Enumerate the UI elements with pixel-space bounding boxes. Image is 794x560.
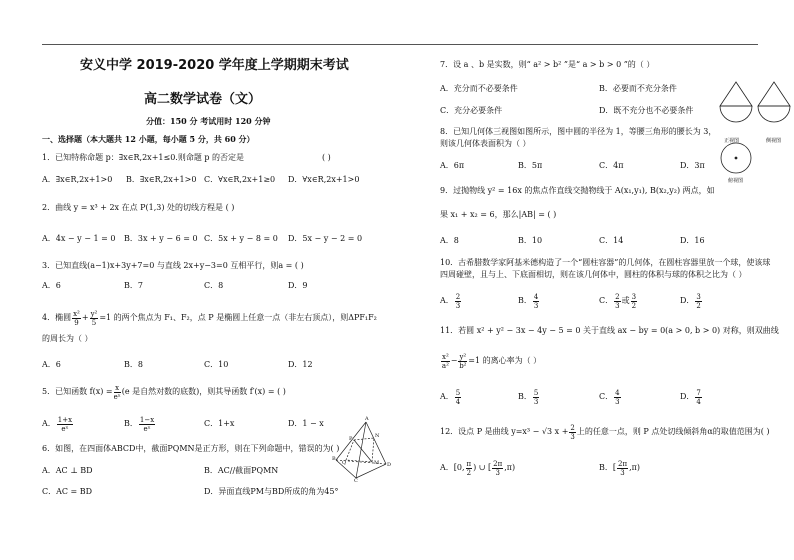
q4-option-c: C．10 (204, 360, 229, 369)
q5-option-c: C．1+x (204, 419, 235, 428)
q10-line1: 10．古希腊数学家阿基米德构造了一个“圆柱容器”的几何体，在圆柱容器里放一个球，使该球 (440, 258, 771, 267)
q1-stem: 1．已知特称命题 p：∃x∈R,2x+1≤0.则命题 p 的否定是 (42, 153, 245, 162)
svg-text:B: B (332, 456, 336, 462)
top-rule (42, 44, 758, 45)
q12-option-b: B．[ $\frac{2\pi}{3}$ ,π) (599, 459, 640, 477)
q8-option-b: B．5π (518, 161, 543, 170)
top-view-label: 俯视图 (728, 178, 744, 184)
q7-option-a: A．充分而不必要条件 (440, 84, 518, 93)
svg-text:A: A (365, 416, 369, 422)
q3-option-c: C．8 (204, 281, 224, 290)
svg-text:M: M (374, 460, 380, 466)
q5-option-b: B． $\frac{1-x}{\text{eˣ}}$ (124, 415, 155, 433)
q3-option-d: D．9 (288, 281, 308, 290)
section-heading: 一、选择题（本大题共 12 小题，每小题 5 分，共 60 分） (42, 134, 255, 144)
q2-option-d: D．5x − y − 2 = 0 (288, 234, 363, 243)
q4-option-a: A．6 (42, 360, 61, 369)
q4-stem-pre: 4．椭圆 (42, 313, 72, 322)
q3-option-a: A．6 (42, 281, 61, 290)
q1-option-d: D．∀x∈R,2x+1>0 (288, 175, 360, 184)
q9-option-a: A．8 (440, 236, 459, 245)
q10-line2: 四周碰壁，且与上、下底面相切，则在该几何体中，圆柱的体积与球的体积之比为（ ） (440, 270, 747, 279)
q5-stem: 5．已知函数 f(x) = $\frac{x}{\text{eˣ}}$ (e 是自然对数的底数)，则其导函数 f′(x) = ( ) (42, 383, 286, 401)
svg-text:P: P (349, 436, 353, 442)
q5-option-a: A． $\frac{1+x}{\text{eˣ}}$ (42, 415, 73, 433)
q8-line1: 8．已知几何体三视图如图所示，图中圆的半径为 1，等腰三角形的腰长为 3， (440, 127, 717, 136)
q6-option-c: C．AC = BD (42, 487, 93, 496)
three-view-figure (716, 78, 794, 188)
q6-option-b: B．AC//截面PQMN (204, 466, 279, 475)
q6-option-a: A．AC ⊥ BD (42, 466, 93, 475)
q1-option-b: B．∃x∈R,2x+1>0 (126, 175, 197, 184)
q4-stem-post: =1 的两个焦点为 F₁、F₂，点 P 是椭圆上任意一点（非左右顶点），则ΔPF₁F₂ (99, 313, 377, 322)
q1-paren: ( ) (322, 153, 331, 162)
q9-line2: 果 x₁ + x₂ = 6，那么|AB| = ( ) (440, 210, 557, 219)
q4-stem-line2: 的周长为（ ） (42, 334, 93, 343)
q7-option-b: B．必要而不充分条件 (599, 84, 677, 93)
q4-stem: 4．椭圆 $\frac{\text{x²}}{9}$ + $\frac{\text{y²}}{5}$ =1 的两个焦点为 F₁、F₂，点 P 是椭圆上任意一点（非左右顶点），则ΔPF₁F₂ (42, 309, 377, 327)
q2-option-a: A．4x − y − 1 = 0 (42, 234, 116, 243)
q9-option-d: D．16 (680, 236, 705, 245)
q10-option-d: D． $\frac{3}{2}$ (680, 292, 701, 310)
exam-title: 安义中学 2019-2020 学年度上学期期末考试 (80, 58, 349, 73)
q2-option-c: C．5x + y − 8 = 0 (204, 234, 278, 243)
q11-line1: 11．若圆 x² + y² − 3x − 4y − 5 = 0 关于直线 ax − by = 0(a > 0, b > 0) 对称，则双曲线 (440, 326, 779, 335)
side-view-label: 侧视图 (766, 138, 782, 144)
q6-option-d: D．异面直线PM与BD所成的角为45° (204, 487, 339, 496)
exam-info: 分值：150 分 考试用时 120 分钟 (146, 116, 271, 126)
svg-text:C: C (354, 478, 358, 484)
q11-option-c: C． $\frac{4}{3}$ (599, 388, 620, 406)
q2-option-b: B．3x + y − 6 = 0 (124, 234, 198, 243)
q7-option-c: C．充分必要条件 (440, 106, 503, 115)
q4-option-b: B．8 (124, 360, 143, 369)
q9-option-b: B．10 (518, 236, 543, 245)
q12-option-a: A．[0, $\frac{\pi}{2}$ ) ∪ [ $\frac{2\pi}{3}$ ,π) (440, 459, 516, 477)
q6-stem: 6．如图，在四面体ABCD中，截面PQMN是正方形，则在下列命题中，错误的为( ) (42, 444, 340, 453)
q4-frac-y: $\frac{\text{y²}}{5}$ (90, 309, 98, 327)
q11-option-b: B． $\frac{5}{3}$ (518, 388, 539, 406)
q1-option-c: C．∀x∈R,2x+1≥0 (204, 175, 276, 184)
q11-line2: $\frac{\text{x²}}{\text{a²}}$ − $\frac{\text{y²}}{\text{b²}}$ =1 的离心率为（ ） (441, 352, 542, 370)
q1-option-a: A．∃x∈R,2x+1>0 (42, 175, 113, 184)
q5-frac: $\frac{x}{\text{eˣ}}$ (113, 383, 121, 401)
q10-option-c: C． $\frac{2}{3}$ 或 $\frac{3}{2}$ (599, 292, 637, 310)
q8-option-c: C．4π (599, 161, 624, 170)
svg-text:Q: Q (342, 460, 347, 466)
exam-subtitle: 高二数学试卷（文） (144, 92, 262, 107)
q9-line1: 9．过抛物线 y² = 16x 的焦点作直线交抛物线于 A(x₁,y₁), B(x₂,y₂) 两点，如 (440, 186, 715, 195)
tetrahedron-figure (332, 416, 392, 484)
q9-option-c: C．14 (599, 236, 624, 245)
q4-frac-x: $\frac{\text{x²}}{9}$ (73, 309, 80, 327)
q8-line2: 则该几何体表面积为（ ） (440, 139, 531, 148)
q8-option-d: D．3π (680, 161, 705, 170)
q4-option-d: D．12 (288, 360, 313, 369)
q7-stem: 7．设 a 、b 是实数，则“ a² > b² ”是“ a > b > 0 ”的（ ） (440, 60, 655, 69)
q3-option-b: B．7 (124, 281, 143, 290)
svg-text:N: N (375, 433, 380, 439)
q10-option-a: A． $\frac{2}{3}$ (440, 292, 461, 310)
q7-option-d: D．既不充分也不必要条件 (599, 106, 694, 115)
q3-stem: 3．已知直线(a−1)x+3y+7=0 与直线 2x+y−3=0 互相平行，则a = ( ) (42, 261, 304, 270)
q2-stem: 2．曲线 y = x³ + 2x 在点 P(1,3) 处的切线方程是 ( ) (42, 203, 235, 212)
q11-option-a: A． $\frac{5}{4}$ (440, 388, 461, 406)
q8-option-a: A．6π (440, 161, 465, 170)
svg-text:D: D (387, 462, 392, 468)
q5-option-d: D．1 − x (288, 419, 324, 428)
q11-option-d: D． $\frac{7}{4}$ (680, 388, 701, 406)
q12-stem: 12．设点 P 是曲线 y=x³ − √3 x + $\frac{2}{3}$ 上的任意一点，则 P 点处切线倾斜角α的取值范围为( ) (440, 423, 770, 441)
q10-option-b: B． $\frac{4}{3}$ (518, 292, 539, 310)
front-view-label: 正视图 (724, 138, 740, 144)
